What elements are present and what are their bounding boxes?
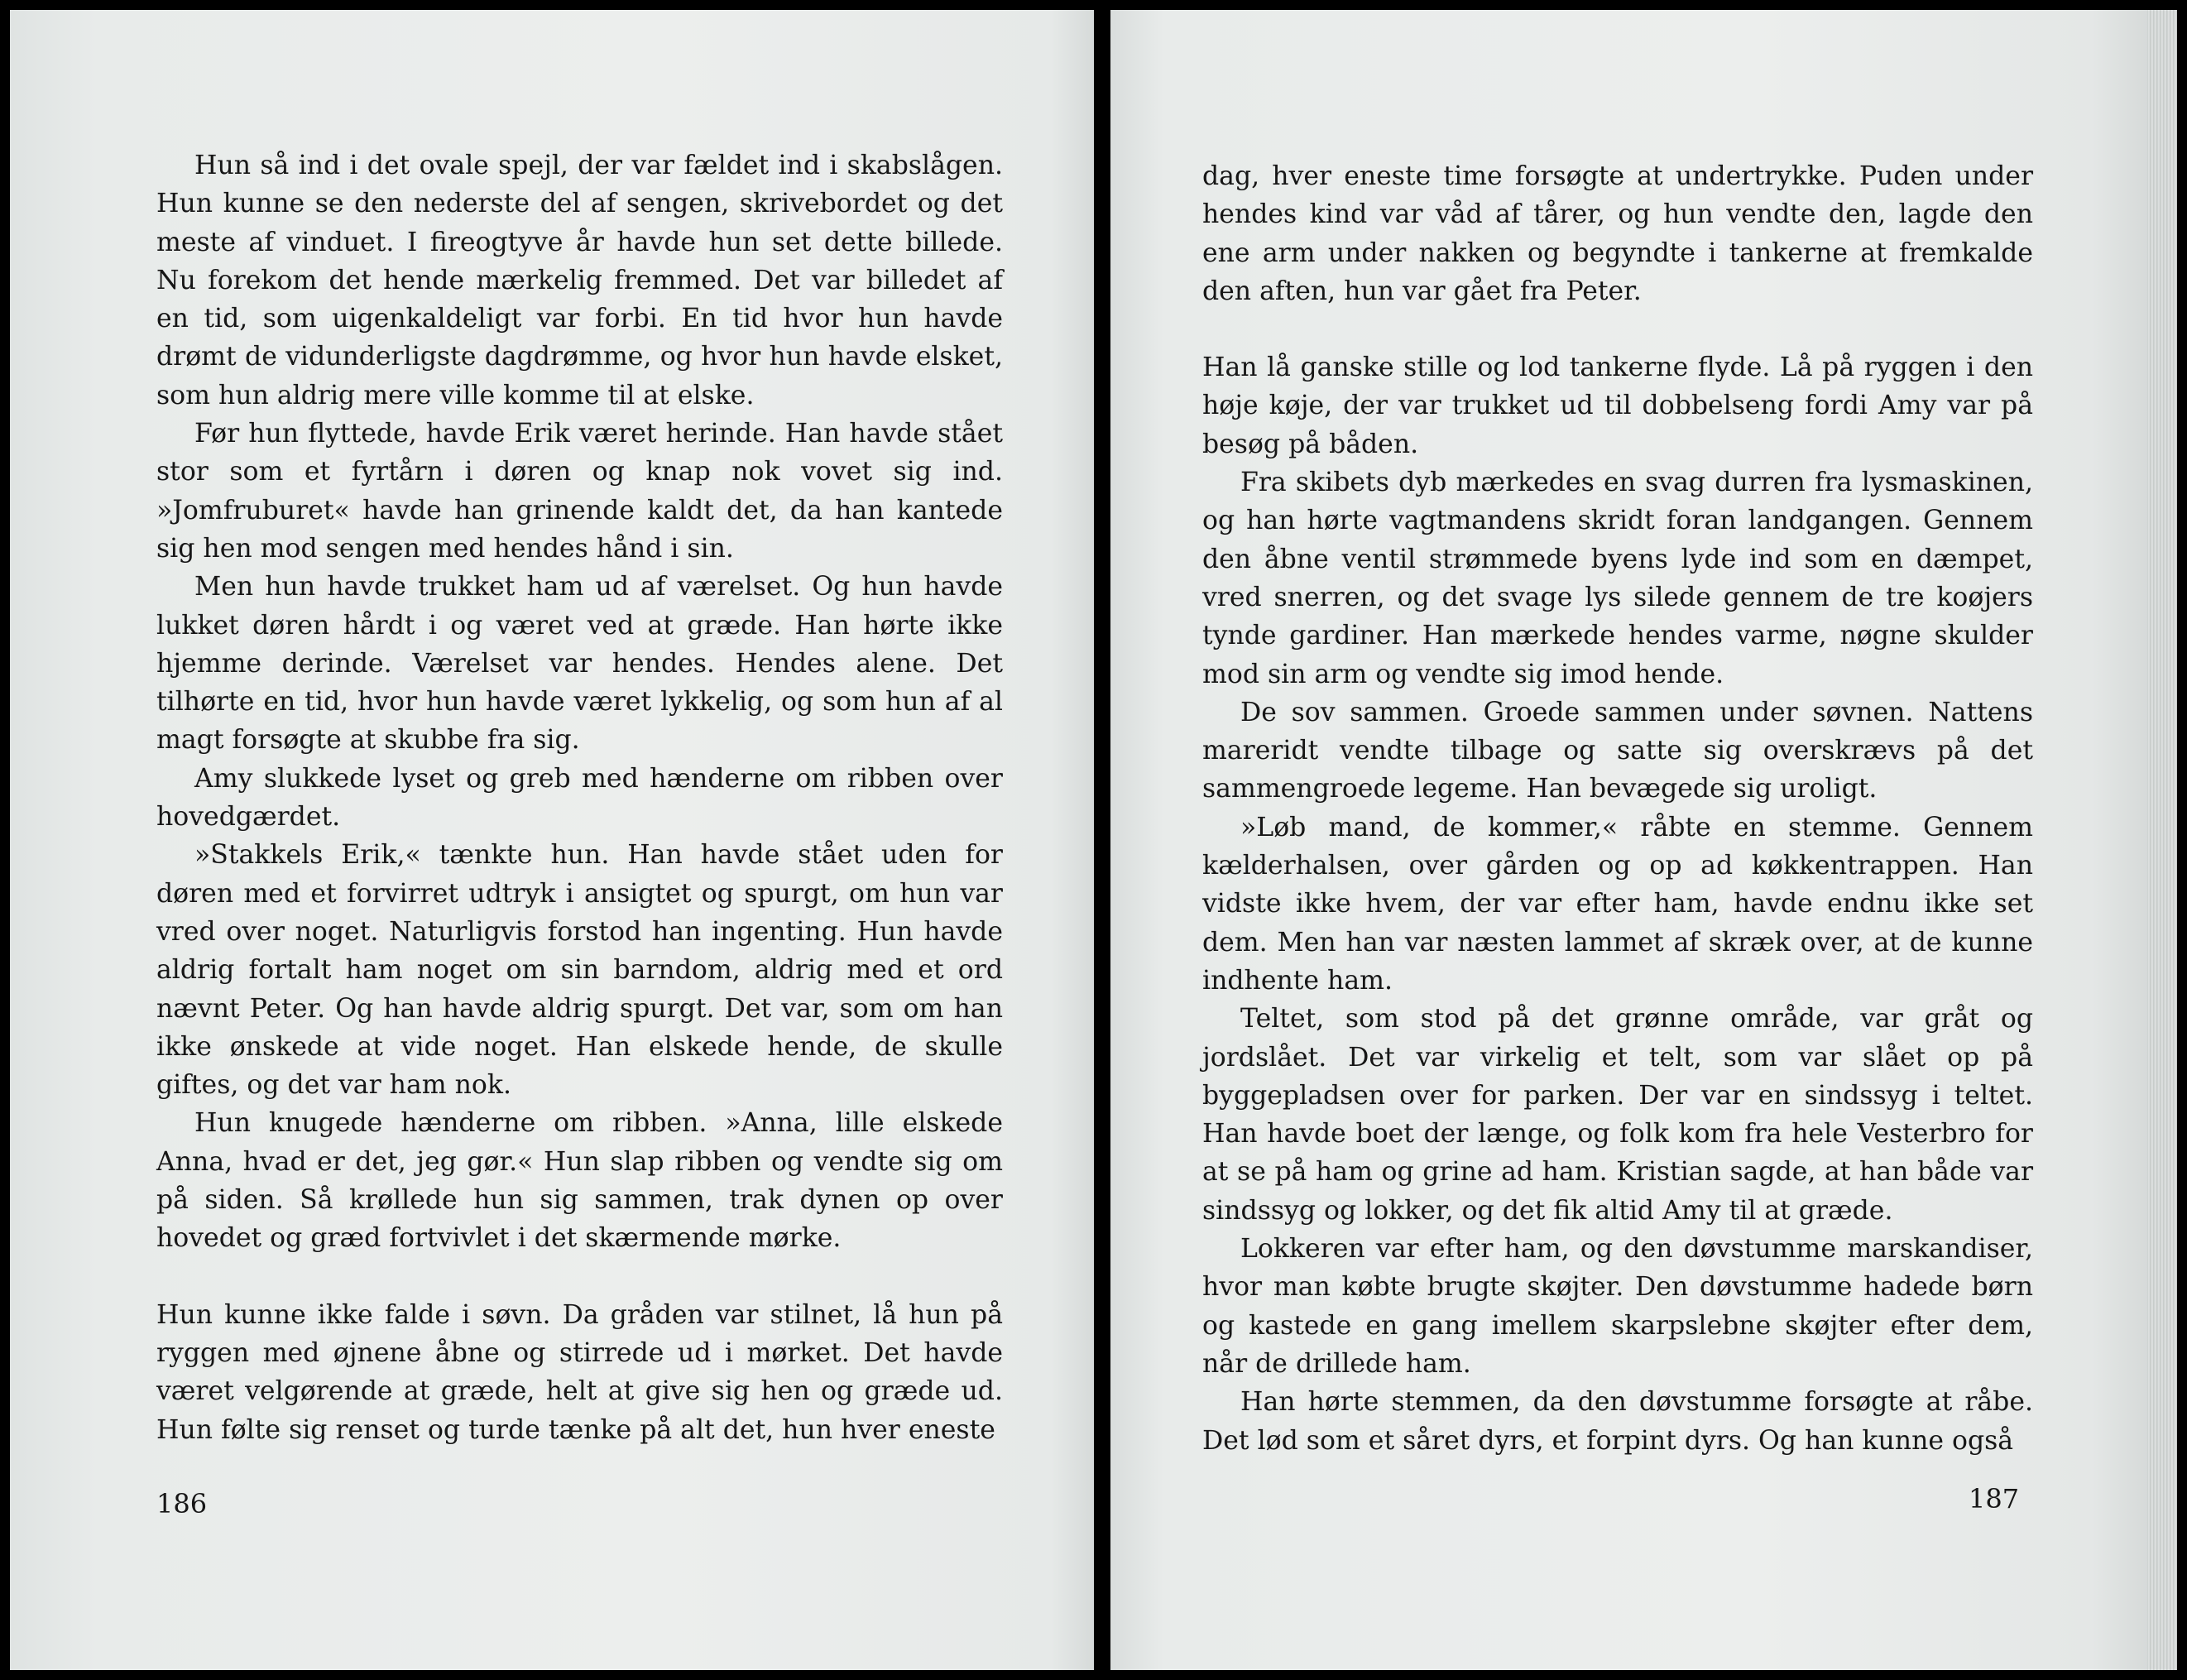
paragraph: Før hun flyttede, havde Erik været herinde. Han havde stået stor som et fyrtårn i døren og knap nok vovet sig ind. »Jomfruburet« havde han grinende kaldt det, da han kantede sig hen mod sengen med hendes hånd i sin.: [156, 419, 1003, 564]
paragraph: Hun så ind i det ovale spejl, der var fældet ind i skabslågen. Hun kunne se den nederste del af sengen, skrivebordet og det meste af vinduet. I fireogtyve år havde hun set dette billede. Nu forekom det hende mærkelig fremmed. Det var billedet af en tid, som uigenkaldeligt var forbi. En tid hvor hun havde drømt de vidunderligste dagdrømme, og hvor hun havde elsket, som hun aldrig mere ville komme til at elske.: [156, 151, 1003, 410]
paragraph: Fra skibets dyb mærkedes en svag durren fra lysmaskinen, og han hørte vagtmandens skridt foran landgangen. Gennem den åbne ventil strømmede byens lyde ind som en dæmpet, vred snerren, og det svage lys silede gennem de tre koøjers tynde gardiner. Han mærkede hendes varme, nøgne skulder mod sin arm og vendte sig imod hende.: [1202, 468, 2033, 689]
paragraph: De sov sammen. Groede sammen under søvnen. Nattens mareridt vendte tilbage og satte sig overskrævs på det sammengroede legeme. Han bevægede sig uroligt.: [1202, 697, 2033, 804]
paragraph: Hun knugede hænderne om ribben. »Anna, lille elskede Anna, hvad er det, jeg gør.« Hun slap ribben og vendte sig om på siden. Så krøllede hun sig sammen, trak dynen op over hovedet og græd fortvivlet i det skærmende mørke.: [156, 1108, 1003, 1254]
page-edges: [2147, 10, 2177, 1670]
paragraph: Han lå ganske stille og lod tankerne flyde. Lå på ryggen i den høje køje, der var trukket ud til dobbelseng fordi Amy var på besøg på båden.: [1202, 353, 2033, 459]
page-number: 187: [1969, 1483, 2020, 1514]
left-page-text: [156, 146, 1003, 1449]
paragraph: Lokkeren var efter ham, og den døvstumme marskandiser, hvor man købte brugte skøjter. Den døvstumme hadede børn og kastede en gang imellem skarpslebne skøjter efter dem, når de drillede ham.: [1202, 1234, 2033, 1379]
paragraph: Men hun havde trukket ham ud af værelset. Og hun havde lukket døren hårdt i og været ved at græde. Han hørte ikke hjemme derinde. Værelset var hendes. Hendes alene. Det tilhørte en tid, hvor hun havde været lykkelig, og som hun af al magt forsøgte at skubbe fra sig.: [156, 572, 1003, 756]
paragraph: »Løb mand, de kommer,« råbte en stemme. Gennem kælderhalsen, over gården og op ad køkkentrappen. Han vidste ikke hvem, der var efter ham, havde endnu ikke set dem. Men han var næsten lammet af skræk over, at de kunne indhente ham.: [1202, 812, 2033, 996]
paragraph: »Stakkels Erik,« tænkte hun. Han havde stået uden for døren med et forvirret udtryk i ansigtet og spurgt, om hun var vred over noget. Naturligvis forstod han ingenting. Hun havde aldrig fortalt ham noget om sin barndom, aldrig med et ord nævnt Peter. Og han havde aldrig spurgt. Det var, som om han ikke ønskede at vide noget. Han elskede hende, de skulle giftes, og det var ham nok.: [156, 840, 1003, 1101]
right-page-text: [1202, 157, 2033, 1460]
paragraph: Amy slukkede lyset og greb med hænderne om ribben over hovedgærdet.: [156, 763, 1003, 833]
left-page: [10, 10, 1094, 1670]
paragraph: dag, hver eneste time forsøgte at undertrykke. Puden under hendes kind var våd af tårer, og hun vendte den, lagde den ene arm under nakken og begyndte i tankerne at fremkalde den aften, hun var gået fra Peter.: [1202, 161, 2033, 306]
paragraph: Hun kunne ikke falde i søvn. Da gråden var stilnet, lå hun på ryggen med øjnene åbne og stirrede ud i mørket. Det havde været velgørende at græde, helt at give sig hen og græde ud. Hun følte sig renset og turde tænke på alt det, hun hver eneste: [156, 1299, 1003, 1445]
right-page: [1110, 10, 2177, 1670]
page-number: 186: [156, 1488, 208, 1519]
paragraph: Han hørte stemmen, da den døvstumme forsøgte at råbe. Det lød som et såret dyrs, et forpint dyrs. Og han kunne også: [1202, 1387, 2033, 1456]
paragraph: Teltet, som stod på det grønne område, var gråt og jordslået. Det var virkelig et telt, som var slået op på byggepladsen over for parken. Der var en sindssyg i teltet. Han havde boet der længe, og folk kom fra hele Vesterbro for at se på ham og grine ad ham. Kristian sagde, at han både var sindssyg og lokker, og det fik altid Amy til at græde.: [1202, 1004, 2033, 1226]
